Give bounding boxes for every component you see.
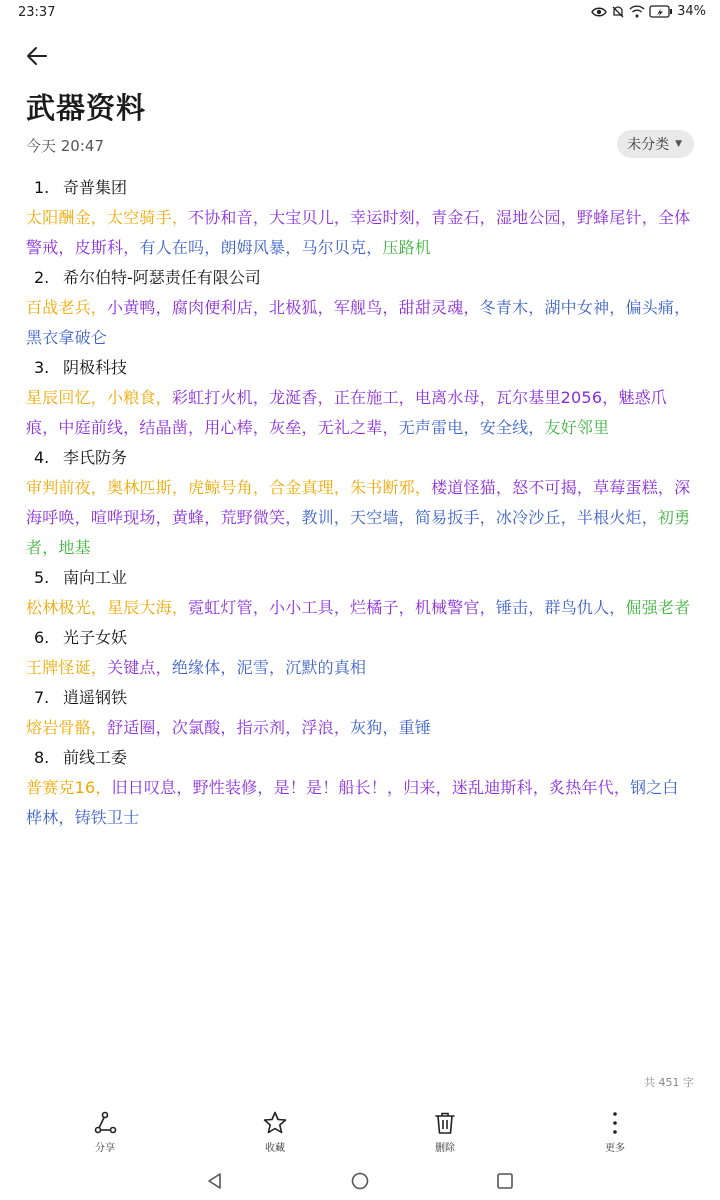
section-name: 逍遥钢铁 bbox=[63, 688, 128, 707]
weapon-name: 地基 bbox=[58, 538, 91, 557]
weapon-name: 不协和音， bbox=[188, 208, 270, 227]
weapon-name: 灰垒， bbox=[269, 418, 318, 437]
weapon-name: 冬青木， bbox=[479, 298, 545, 317]
weapon-name: 草莓蛋糕， bbox=[593, 478, 675, 497]
weapon-name: 野蜂尾针， bbox=[576, 208, 658, 227]
weapon-name: 小小工具， bbox=[269, 598, 351, 617]
weapon-name: 重锤 bbox=[398, 718, 432, 737]
weapon-name: 合金真理， bbox=[269, 478, 351, 497]
section-heading bbox=[26, 263, 694, 293]
weapon-name: 天空墙， bbox=[350, 508, 415, 527]
battery-percent: 34% bbox=[677, 4, 706, 19]
section-heading bbox=[26, 563, 694, 593]
weapon-name: 锤击， bbox=[495, 598, 545, 617]
weapon-name: 是！是！船长！， bbox=[273, 778, 404, 797]
back-button[interactable] bbox=[22, 40, 54, 72]
weapon-name: 压路机 bbox=[382, 238, 432, 257]
trash-icon bbox=[432, 1110, 458, 1136]
weapon-name: 皮斯科， bbox=[74, 238, 140, 257]
weapon-name: 友好邻里 bbox=[544, 418, 610, 437]
share-button[interactable] bbox=[45, 1110, 165, 1160]
section-number: 8. bbox=[34, 748, 50, 767]
section-heading bbox=[26, 743, 694, 773]
char-count: 共 451 字 bbox=[644, 1076, 694, 1089]
weapon-name: 太阳酬金， bbox=[26, 208, 108, 227]
weapon-name: 荒野微笑， bbox=[220, 508, 302, 527]
share-icon bbox=[92, 1110, 118, 1136]
weapon-name: 绝缘体， bbox=[171, 658, 237, 677]
weapon-name: 黑衣拿破仑 bbox=[26, 328, 108, 347]
weapon-name: 彩虹打火机， bbox=[171, 388, 270, 407]
weapon-name: 太空骑手， bbox=[107, 208, 189, 227]
weapon-name: 虎鲸号角， bbox=[188, 478, 270, 497]
weapon-name: 指示剂， bbox=[236, 718, 302, 737]
weapon-name: 偏头痛， bbox=[625, 298, 691, 317]
weapon-name: 普赛克16， bbox=[26, 778, 112, 797]
status-icons bbox=[591, 4, 706, 19]
weapon-name: 旧日叹息， bbox=[111, 778, 193, 797]
share-label: 分享 bbox=[95, 1143, 115, 1154]
more-button[interactable] bbox=[555, 1110, 675, 1160]
weapon-name: 龙涎香， bbox=[269, 388, 334, 407]
status-bar bbox=[0, 0, 720, 26]
weapon-name: 教训， bbox=[301, 508, 351, 527]
category-dropdown[interactable] bbox=[617, 130, 694, 158]
weapon-name: 电离水母， bbox=[414, 388, 496, 407]
section-name: 希尔伯特-阿瑟责任有限公司 bbox=[63, 268, 261, 287]
favorite-button[interactable] bbox=[215, 1110, 335, 1160]
weapon-name: 奥林匹斯， bbox=[107, 478, 189, 497]
weapon-name: 钢之白桦林， bbox=[26, 778, 679, 827]
nav-back-icon[interactable] bbox=[205, 1171, 225, 1195]
battery-icon bbox=[649, 5, 673, 18]
weapon-name: 烂橘子， bbox=[350, 598, 415, 617]
section-heading bbox=[26, 443, 694, 473]
weapon-list bbox=[26, 383, 694, 443]
section-name: 李氏防务 bbox=[63, 448, 128, 467]
weapon-name: 腐肉便利店， bbox=[171, 298, 270, 317]
dropdown-triangle-icon: ▼ bbox=[675, 139, 682, 149]
weapon-name: 湿地公园， bbox=[495, 208, 577, 227]
weapon-name: 幸运时刻， bbox=[350, 208, 432, 227]
section-heading bbox=[26, 353, 694, 383]
weapon-name: 魅惑爪痕， bbox=[26, 388, 668, 437]
weapon-name: 初勇者， bbox=[26, 508, 691, 557]
weapon-name: 简易扳手， bbox=[414, 508, 496, 527]
section-number: 5. bbox=[34, 568, 50, 587]
section-name: 阴极科技 bbox=[63, 358, 128, 377]
weapon-name: 喧哗现场， bbox=[90, 508, 172, 527]
weapon-name: 王牌怪诞， bbox=[26, 658, 108, 677]
weapon-name: 朗姆风暴， bbox=[220, 238, 302, 257]
weapon-list bbox=[26, 713, 694, 743]
weapon-name: 星辰大海， bbox=[107, 598, 189, 617]
weapon-name: 关键点， bbox=[107, 658, 172, 677]
weapon-name: 正在施工， bbox=[333, 388, 415, 407]
weapon-name: 沉默的真相 bbox=[285, 658, 367, 677]
more-label: 更多 bbox=[605, 1143, 625, 1154]
section-name: 前线工委 bbox=[63, 748, 128, 767]
section-number: 2. bbox=[34, 268, 50, 287]
weapon-name: 小粮食， bbox=[107, 388, 172, 407]
weapon-name: 湖中女神， bbox=[544, 298, 626, 317]
weapon-name: 楼道怪猫， bbox=[431, 478, 513, 497]
weapon-name: 百战老兵， bbox=[26, 298, 108, 317]
weapon-name: 铸铁卫士 bbox=[74, 808, 140, 827]
weapon-list bbox=[26, 473, 694, 563]
section-number: 7. bbox=[34, 688, 50, 707]
weapon-name: 迷乱迪斯科， bbox=[451, 778, 550, 797]
favorite-label: 收藏 bbox=[265, 1143, 285, 1154]
weapon-name: 小黄鸭， bbox=[107, 298, 172, 317]
section-name: 奇普集团 bbox=[63, 178, 128, 197]
weapon-name: 熔岩骨骼， bbox=[26, 718, 108, 737]
delete-label: 删除 bbox=[435, 1143, 455, 1154]
weapon-list bbox=[26, 293, 694, 353]
weapon-name: 舒适圈， bbox=[107, 718, 172, 737]
weapon-name: 甜甜灵魂， bbox=[398, 298, 480, 317]
weapon-name: 霓虹灯管， bbox=[188, 598, 270, 617]
delete-button[interactable] bbox=[385, 1110, 505, 1160]
weapon-name: 安全线， bbox=[479, 418, 545, 437]
weapon-list bbox=[26, 593, 694, 623]
weapon-name: 深海呼唤， bbox=[26, 478, 691, 527]
weapon-name: 大宝贝儿， bbox=[269, 208, 351, 227]
weapon-name: 无声雷电， bbox=[398, 418, 480, 437]
section-name: 南向工业 bbox=[63, 568, 128, 587]
weapon-name: 次氯酸， bbox=[171, 718, 237, 737]
weapon-name: 松林极光， bbox=[26, 598, 108, 617]
section-heading bbox=[26, 683, 694, 713]
section-name: 光子女妖 bbox=[63, 628, 128, 647]
weapon-name: 炙热年代， bbox=[549, 778, 631, 797]
weapon-name: 瓦尔基里2056， bbox=[495, 388, 619, 407]
wifi-icon bbox=[629, 5, 645, 18]
eye-icon bbox=[591, 6, 607, 18]
weapon-name: 中庭前线， bbox=[58, 418, 140, 437]
weapon-name: 倔强老者 bbox=[625, 598, 691, 617]
weapon-name: 怒不可揭， bbox=[512, 478, 594, 497]
weapon-name: 野性装修， bbox=[192, 778, 274, 797]
weapon-list bbox=[26, 653, 694, 683]
weapon-name: 半根火炬， bbox=[576, 508, 658, 527]
weapon-name: 军舰鸟， bbox=[333, 298, 399, 317]
star-icon bbox=[262, 1110, 288, 1136]
weapon-name: 北极狐， bbox=[269, 298, 334, 317]
section-number: 1. bbox=[34, 178, 50, 197]
note-title[interactable]: 武器资料 bbox=[26, 91, 147, 125]
weapon-name: 无礼之辈， bbox=[317, 418, 399, 437]
weapon-name: 朱书断邪， bbox=[350, 478, 432, 497]
system-nav-bar bbox=[0, 1166, 720, 1200]
weapon-name: 灰狗， bbox=[350, 718, 399, 737]
weapon-name: 全体警戒， bbox=[26, 208, 691, 257]
bottom-toolbar bbox=[0, 1110, 720, 1160]
back-arrow-icon bbox=[22, 40, 54, 72]
more-vertical-icon bbox=[602, 1110, 628, 1136]
nav-home-icon[interactable] bbox=[350, 1171, 370, 1195]
note-date: 今天 20:47 bbox=[26, 137, 104, 155]
section-heading bbox=[26, 173, 694, 203]
section-number: 4. bbox=[34, 448, 50, 467]
mute-bell-icon bbox=[611, 5, 625, 19]
weapon-name: 用心棒， bbox=[204, 418, 270, 437]
weapon-name: 黄蜂， bbox=[171, 508, 221, 527]
nav-recents-icon[interactable] bbox=[495, 1171, 515, 1195]
section-number: 6. bbox=[34, 628, 50, 647]
weapon-name: 审判前夜， bbox=[26, 478, 108, 497]
weapon-name: 浮浪， bbox=[301, 718, 351, 737]
section-number: 3. bbox=[34, 358, 50, 377]
weapon-name: 冰冷沙丘， bbox=[495, 508, 577, 527]
category-label: 未分类 bbox=[627, 137, 670, 153]
weapon-list bbox=[26, 203, 694, 263]
weapon-name: 结晶凿， bbox=[139, 418, 205, 437]
note-body[interactable] bbox=[26, 173, 694, 833]
weapon-name: 青金石， bbox=[431, 208, 496, 227]
weapon-name: 泥雪， bbox=[236, 658, 286, 677]
weapon-name: 有人在吗， bbox=[139, 238, 221, 257]
weapon-name: 机械警官， bbox=[414, 598, 496, 617]
weapon-name: 马尔贝克， bbox=[301, 238, 383, 257]
weapon-name: 星辰回忆， bbox=[26, 388, 108, 407]
section-heading bbox=[26, 623, 694, 653]
status-time: 23:37 bbox=[18, 5, 56, 20]
weapon-name: 群鸟仇人， bbox=[544, 598, 626, 617]
weapon-name: 归来， bbox=[403, 778, 452, 797]
weapon-list bbox=[26, 773, 694, 833]
